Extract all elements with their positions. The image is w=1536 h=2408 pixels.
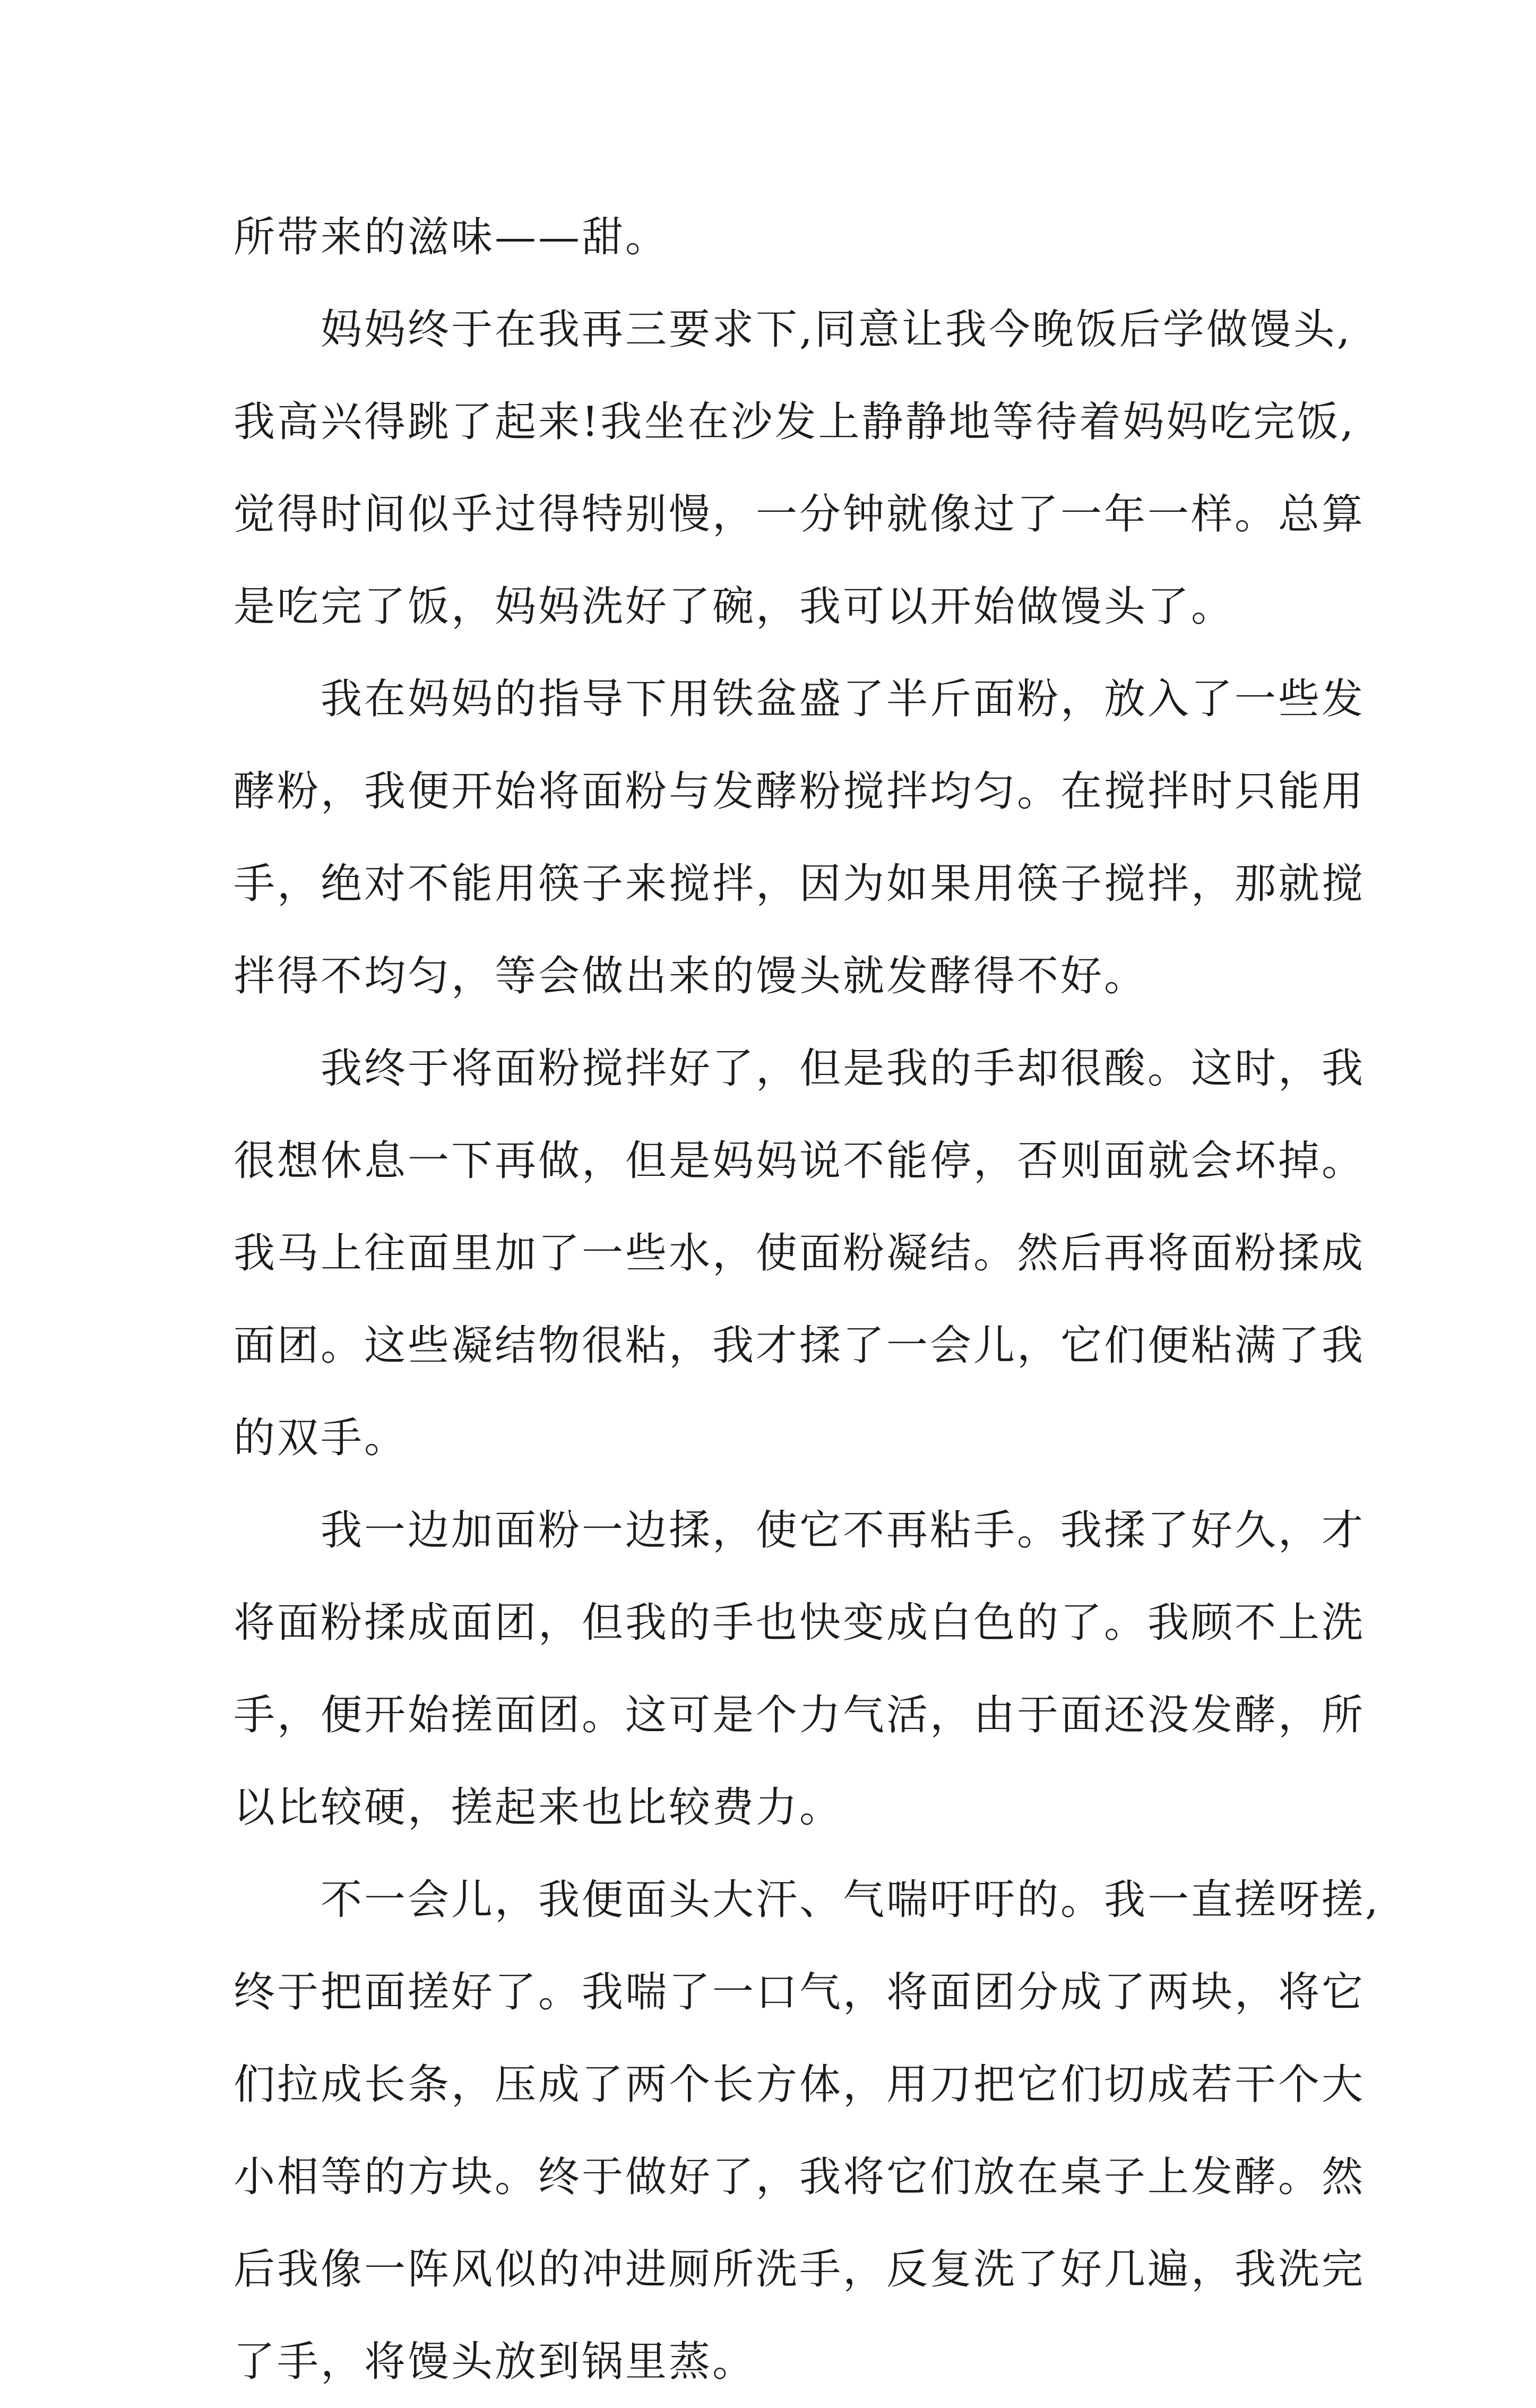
- text-line: 我一边加面粉一边揉，使它不再粘手。我揉了好久，才: [321, 1507, 1366, 1554]
- text-line: 所带来的滋味——甜。: [234, 213, 669, 261]
- text-line: 以比较硬，搓起来也比较费力。: [234, 1784, 843, 1831]
- text-line: 我高兴得跳了起来!我坐在沙发上静静地等待着妈妈吃完饭,: [234, 398, 1356, 446]
- text-line: 手，绝对不能用筷子来搅拌，因为如果用筷子搅拌，那就搅: [234, 860, 1366, 908]
- text-line: 我马上往面里加了一些水，使面粉凝结。然后再将面粉揉成: [234, 1229, 1366, 1277]
- text-line: 了手，将馒头放到锅里蒸。: [234, 2338, 756, 2386]
- text-line: 的双手。: [234, 1414, 408, 1462]
- text-line: 我在妈妈的指导下用铁盆盛了半斤面粉，放入了一些发: [321, 675, 1366, 723]
- text-line: 面团。这些凝结物很粘，我才揉了一会儿，它们便粘满了我: [234, 1322, 1366, 1370]
- text-line: 终于把面搓好了。我喘了一口气，将面团分成了两块，将它: [234, 1968, 1366, 2016]
- text-line: 小相等的方块。终于做好了，我将它们放在桌子上发酵。然: [234, 2153, 1366, 2201]
- text-line: 酵粉，我便开始将面粉与发酵粉搅拌均匀。在搅拌时只能用: [234, 768, 1366, 815]
- text-line: 拌得不均匀，等会做出来的馒头就发酵得不好。: [234, 952, 1148, 1000]
- text-line: 妈妈终于在我再三要求下,同意让我今晚饭后学做馒头,: [321, 306, 1352, 354]
- document-text-body: [234, 191, 1380, 2408]
- text-line: 将面粉揉成面团，但我的手也快变成白色的了。我顾不上洗: [234, 1599, 1366, 1647]
- text-line: 我终于将面粉搅拌好了，但是我的手却很酸。这时，我: [321, 1045, 1366, 1093]
- text-line: 是吃完了饭，妈妈洗好了碗，我可以开始做馒头了。: [234, 583, 1235, 631]
- text-line: 后我像一阵风似的冲进厕所洗手，反复洗了好几遍，我洗完: [234, 2246, 1366, 2293]
- text-line: 不一会儿，我便面头大汗、气喘吁吁的。我一直搓呀搓,: [321, 1876, 1380, 1924]
- text-line: 们拉成长条，压成了两个长方体，用刀把它们切成若干个大: [234, 2061, 1366, 2109]
- text-line: 手，便开始搓面团。这可是个力气活，由于面还没发酵，所: [234, 1691, 1366, 1739]
- text-line: 觉得时间似乎过得特别慢，一分钟就像过了一年一样。总算: [234, 491, 1366, 538]
- text-line: 很想休息一下再做，但是妈妈说不能停，否则面就会坏掉。: [234, 1137, 1366, 1185]
